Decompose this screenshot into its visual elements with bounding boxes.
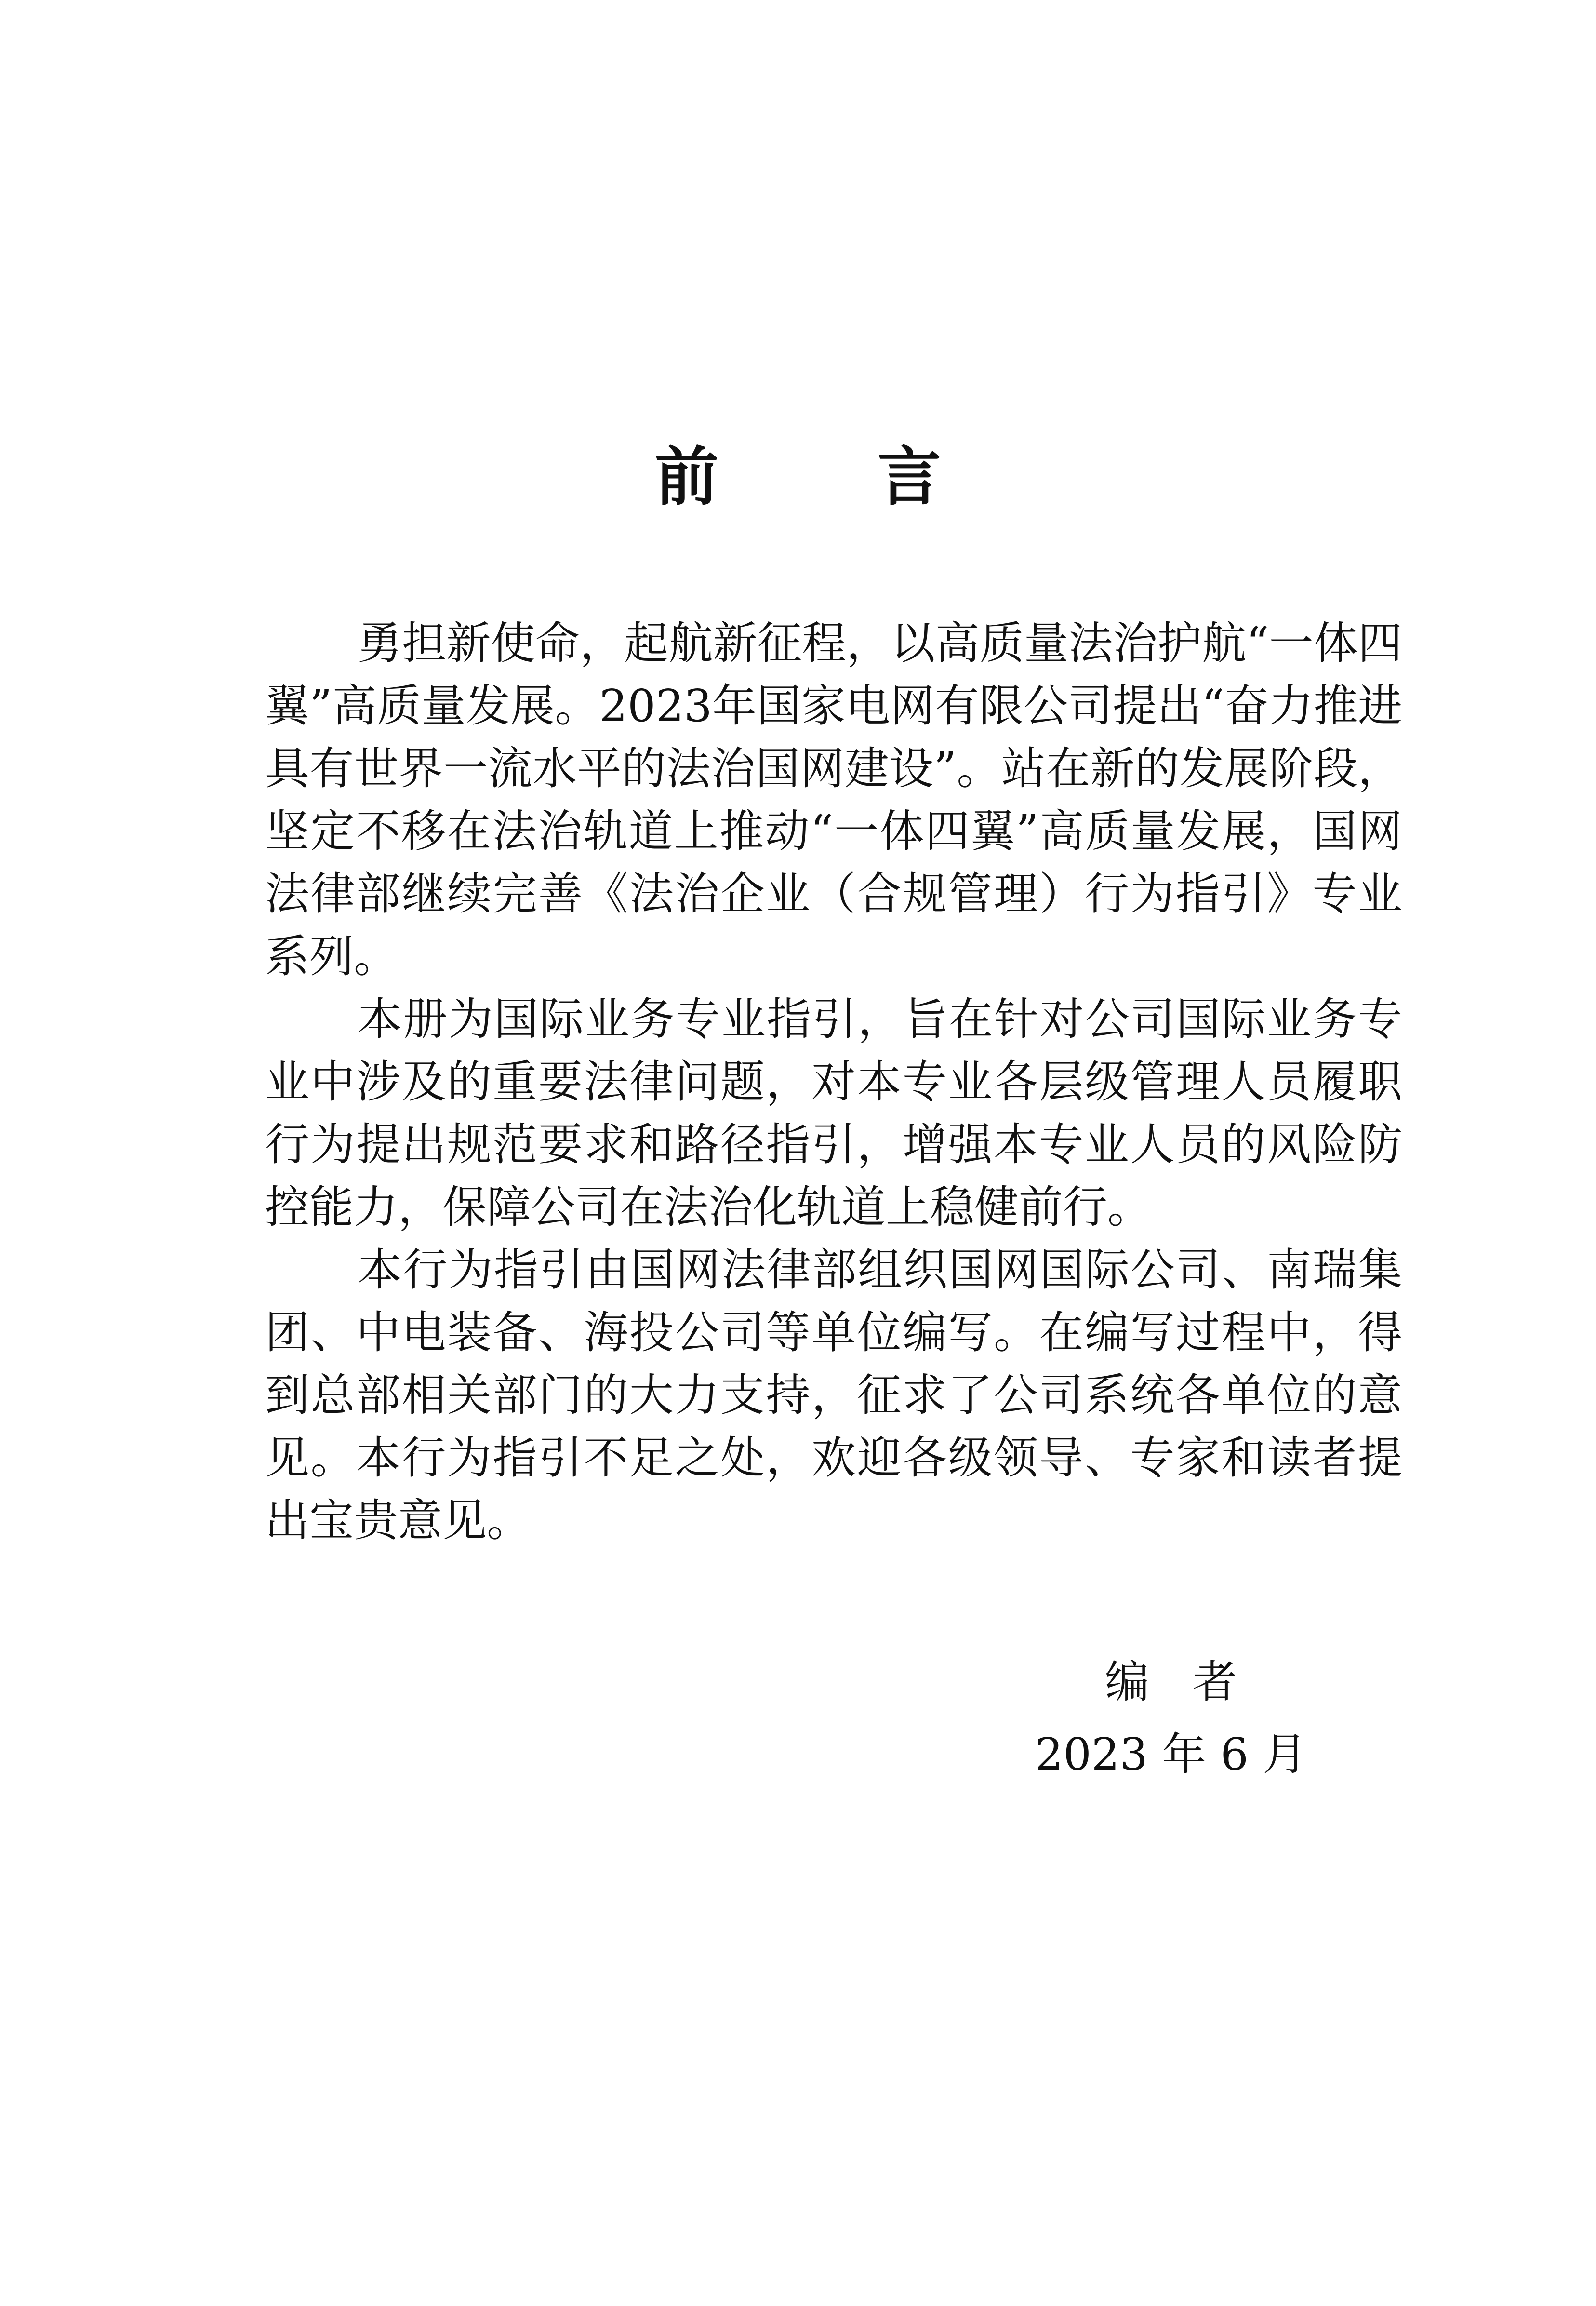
preface-paragraph-3: 本行为指引由国网法律部组织国网国际公司、南瑞集团、中电装备、海投公司等单位编写。在编写过程中，得到总部相关部门的大力支持，征求了公司系统各单位的意见。本行为指引不足之处，欢迎各级领导、专家和读者提出宝贵意见。 [265,1244,1402,1546]
signature-date: 2023 年 6 月 [1035,1729,1307,1780]
preface-paragraph-1: 勇担新使命，起航新征程，以高质量法治护航“一体四翼”高质量发展。2023年国家电网有限公司提出“奋力推进具有世界一流水平的法治国网建设”。站在新的发展阶段，坚定不移在法治轨道上推动“一体四翼”高质量发展，国网法律部继续完善《法治企业（合规管理）行为指引》专业系列。 [265,617,1402,982]
preface-body [265,612,1402,1552]
page-title: 前言 [655,440,1100,514]
preface-paragraph-2: 本册为国际业务专业指引，旨在针对公司国际业务专业中涉及的重要法律问题，对本专业各层级管理人员履职行为提出规范要求和路径指引，增强本专业人员的风险防控能力，保障公司在法治化轨道上稳健前行。 [265,993,1402,1233]
signature-author: 编者 [1104,1656,1280,1708]
